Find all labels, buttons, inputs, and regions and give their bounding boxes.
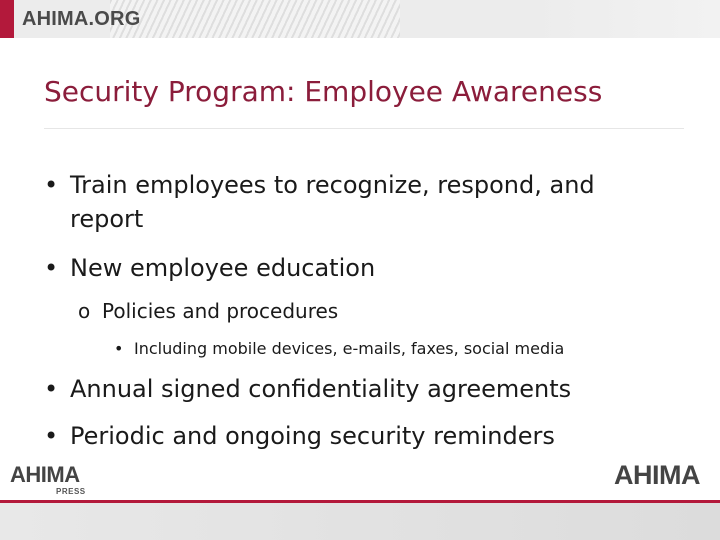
sub-sub-bullet-marker: • — [114, 339, 124, 358]
sub-bullet-marker: o — [78, 299, 91, 323]
bullet-text: Periodic and ongoing security reminders — [70, 422, 555, 450]
ahima-press-logo — [6, 462, 96, 498]
slide-title: Security Program: Employee Awareness — [44, 75, 603, 108]
bullet-text: Annual signed confidentiality agreements — [70, 375, 572, 403]
sub-bullet-text: Policies and procedures — [102, 299, 339, 323]
footer-band — [0, 500, 720, 540]
press-logo-wordmark: AHIMA — [10, 462, 80, 487]
bullet-text: Train employees to recognize, respond, and report — [70, 171, 595, 233]
bullet-marker: • — [44, 422, 59, 450]
sub-sub-bullet-text: Including mobile devices, e-mails, faxes, social media — [134, 339, 565, 358]
ahima-corner-logo: AHIMA — [614, 460, 700, 490]
bullet-text: New employee education — [70, 254, 376, 282]
bullet-marker: • — [44, 254, 59, 282]
banner-accent-bar — [0, 0, 14, 38]
bullet-marker: • — [44, 171, 59, 199]
banner-fade — [400, 0, 720, 38]
top-banner — [0, 0, 720, 38]
bullet-marker: • — [44, 375, 59, 403]
banner-site-name[interactable]: AHIMA.ORG — [22, 8, 141, 30]
title-divider — [44, 128, 684, 129]
footer-accent-rule — [0, 500, 720, 503]
banner-stripe-pattern — [110, 0, 400, 38]
press-logo-subtitle: PRESS — [56, 487, 86, 496]
